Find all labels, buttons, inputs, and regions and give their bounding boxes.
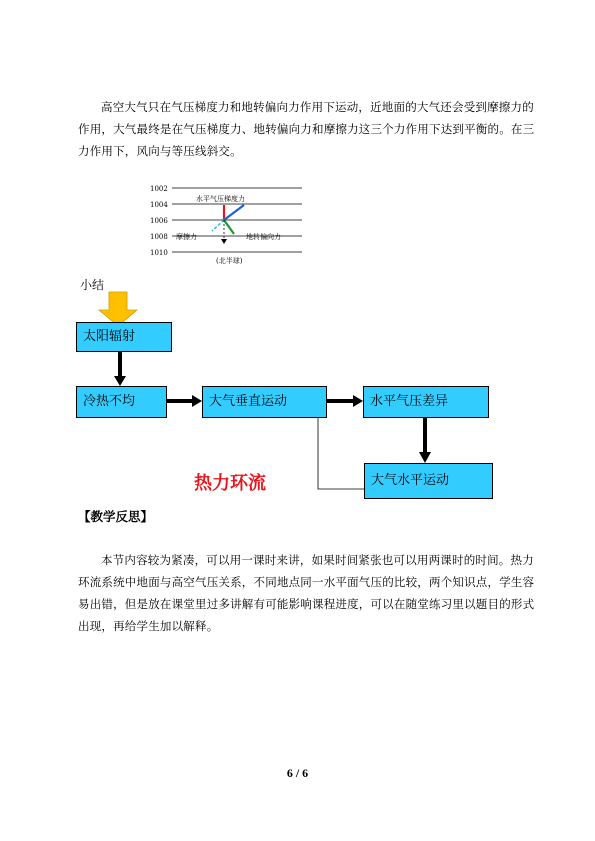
coriolis-force-arrow	[224, 220, 234, 234]
reflection-heading: 【教学反思】	[78, 509, 154, 524]
box-horizontal-motion: 大气水平运动	[364, 463, 493, 499]
box-pressure-difference: 水平气压差异	[363, 386, 489, 418]
gradient-force-label: 水平气压梯度力	[196, 195, 245, 203]
isobar-label: 1006	[150, 217, 168, 225]
isobar-label: 1004	[150, 201, 168, 209]
resultant-arrowhead	[221, 239, 227, 244]
coriolis-label: 地转偏向力	[246, 233, 281, 241]
bracket-line	[318, 418, 364, 489]
hemisphere-caption: (北半球)	[216, 257, 243, 265]
yellow-down-arrow	[99, 292, 137, 326]
friction-label: 摩擦力	[176, 233, 197, 241]
wind-direction-arrow	[224, 205, 244, 220]
box-solar-radiation: 太阳辐射	[76, 322, 172, 352]
isobar-label: 1008	[150, 233, 168, 241]
intro-paragraph: 高空大气只在气压梯度力和地转偏向力作用下运动，近地面的大气还会受到摩擦力的作用，大气最终是在气压梯度力、地转偏向力和摩擦力这三个力作用下达到平衡的。在三力作用下，风向与等压线斜交。	[78, 100, 535, 158]
summary-label: 小结	[80, 278, 105, 292]
reflection-paragraph: 本节内容较为紧凑，可以用一课时来讲，如果时间紧张也可以用两课时的时间。热力环流系统中地面与高空气压关系，不同地点同一水平面气压的比较，两个知识点，学生容易出错，但是放在课堂里过多讲解有可能影响课程进度，可以在随堂练习里以题目的形式出现，再给学生加以解释。	[78, 553, 535, 633]
thermal-circulation-title: 热力环流	[194, 473, 266, 494]
box-vertical-motion: 大气垂直运动	[202, 386, 327, 418]
box-uneven-heating: 冷热不均	[76, 386, 167, 418]
isobar-label: 1010	[150, 249, 168, 257]
friction-force-arrow	[212, 220, 224, 231]
isobar-label: 1002	[150, 185, 168, 193]
page-number: 6 / 6	[286, 766, 309, 780]
